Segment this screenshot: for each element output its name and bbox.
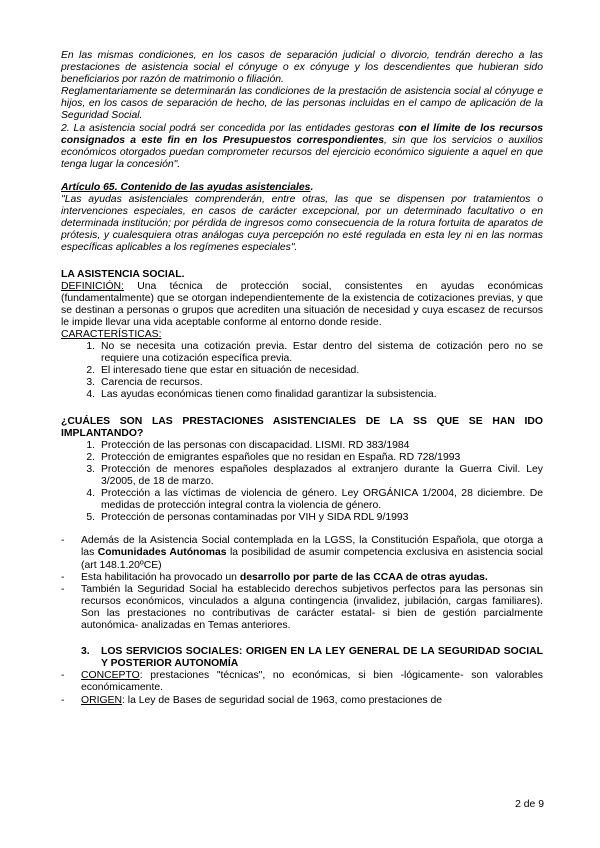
page-content	[61, 50, 543, 707]
list-item-text: Protección de personas contaminadas por VIH y SIDA RDL 9/1993	[101, 512, 409, 524]
definition-paragraph	[61, 281, 543, 329]
article-65-heading-text: Artículo 65. Contenido de las ayudas asistenciales	[61, 181, 311, 193]
list-item	[61, 584, 543, 632]
dash-marker: -	[61, 571, 65, 583]
list-item-text: Las ayudas económicas tienen como finalidad garantizar la subsistencia.	[101, 389, 437, 401]
list-item	[61, 535, 543, 571]
characteristics-label: CARACTERÍSTICAS:	[61, 328, 162, 340]
law-paragraph-limits-bold: con el límite de los recursos consignados a este fin en los Presupuestos correspondientes	[61, 122, 543, 146]
section-number: 3.	[81, 646, 90, 658]
list-item	[61, 670, 543, 694]
origen-text: : la Ley de Bases de seguridad social de 1963, como prestaciones de	[122, 694, 443, 706]
list-item	[81, 389, 543, 401]
note-seguridad-social: También la Seguridad Social ha establecido derechos subjetivos perfectos para las personas sin recursos económicos, vinculados a alguna contingencia (invalidez, jubilación, cargas familiares). Son las prestaciones no contributivas de carácter estatal- si bien de gestión parcialmente autonómica- analizadas en Temas anteriores.	[81, 583, 543, 632]
note-ccaa-start: Además de la Asistencia Social contemplada en la LGSS, la Constitución Española, que otorga a las	[81, 535, 543, 559]
list-item-text: Protección de las personas con discapacidad. LISMI. RD 383/1984	[101, 439, 410, 451]
list-item	[81, 377, 543, 389]
servicios-list	[61, 670, 543, 706]
list-item-text: Protección de menores españoles desplazados al extranjero durante la Guerra Civil. Ley 3/2005, de 18 de marzo.	[101, 463, 543, 487]
list-number: 4.	[86, 389, 95, 401]
list-item	[81, 464, 543, 488]
note-ccaa-bold: Comunidades Autónomas	[97, 547, 227, 559]
list-item-text: Carencia de recursos.	[101, 377, 203, 389]
list-item	[81, 512, 543, 524]
list-item	[81, 452, 543, 464]
prestaciones-list	[81, 440, 543, 525]
dash-marker: -	[61, 694, 65, 706]
article-65-heading	[61, 182, 543, 194]
list-item	[81, 365, 543, 377]
origen-label: ORIGEN	[81, 694, 122, 706]
notes-list	[61, 535, 543, 632]
article-65-heading-dot: .	[310, 181, 314, 193]
dash-marker: -	[61, 670, 65, 682]
list-item	[61, 695, 543, 707]
definition-text: Una técnica de protección social, consistentes en ayudas económicas (fundamentalmente) que se otorgan independientemente de la existencia de cotizaciones previas, y que se destinan a personas o grupos que acrediten una situación de necesidad y cuya escasez de recursos le impide llevar una vida aceptable conforme al entorno donde reside.	[61, 280, 543, 328]
list-number: 3.	[86, 377, 95, 389]
prestaciones-title: ¿CUÁLES SON LAS PRESTACIONES ASISTENCIALES DE LA SS QUE SE HAN IDO IMPLANTANDO?	[61, 415, 543, 439]
list-number: 4.	[86, 488, 95, 500]
law-paragraph-limits-end: , sin que los servicios o auxilios económicos otorgados puedan comprometer recursos del ejercicio económico siguiente a aquel en que tenga lugar la concesión".	[61, 134, 543, 170]
list-item	[81, 488, 543, 512]
article-65-body: "Las ayudas asistenciales comprenderán, entre otras, las que se dispensen por tratamientos o intervenciones especiales, en casos de carácter excepcional, por un determinado facultativo o en determinada institución; por pérdida de ingresos como consecuencia de la rotura fortuita de aparatos de prótesis, y cualesquiera otras análogas cuya percepción no esté regulada en esta ley ni en las normas específicas aplicables a los regímenes especiales".	[61, 194, 543, 254]
concepto-label: CONCEPTO	[81, 670, 140, 682]
servicios-sociales-title: LOS SERVICIOS SOCIALES: ORIGEN EN LA LEY GENERAL DE LA SEGURIDAD SOCIAL Y POSTERIOR AUTONOMÍA	[101, 646, 543, 670]
law-paragraph-separation: En las mismas condiciones, en los casos de separación judicial o divorcio, tendrán derecho a las prestaciones de asistencia social el cónyuge o ex cónyuge y los descendientes que hubieran sido beneficiarios por razón de matrimonio o filiación.	[61, 50, 543, 86]
law-paragraph-regulation: Reglamentariamente se determinarán las condiciones de la prestación de asistencia social al cónyuge e hijos, en los casos de separación de hecho, de las personas incluidas en el campo de aplicación de la Seguridad Social.	[61, 86, 543, 122]
law-paragraph-limits	[61, 123, 543, 171]
note-habilitacion-bold: desarrollo por parte de las CCAA de otras ayudas.	[239, 571, 488, 583]
dash-marker: -	[61, 535, 65, 547]
list-item	[81, 341, 543, 365]
asistencia-social-title: LA ASISTENCIA SOCIAL.	[61, 268, 185, 280]
list-item	[81, 440, 543, 452]
servicios-sociales-heading	[61, 646, 543, 670]
list-number: 3.	[86, 463, 95, 475]
page-number: 2 de 9	[515, 799, 544, 810]
list-number: 2.	[86, 451, 95, 463]
concepto-text: : prestaciones "técnicas", no económicas, si bien -lógicamente- son valorables económicamente.	[81, 670, 543, 694]
characteristics-list	[81, 341, 543, 401]
list-number: 1.	[86, 341, 95, 353]
note-habilitacion-start: Esta habilitación ha provocado un	[81, 571, 240, 583]
list-number: 2.	[86, 365, 95, 377]
note-ccaa-end: la posibilidad de asumir competencia exclusiva en asistencia social (art 148.1.20ºCE)	[81, 547, 543, 571]
list-item-text: No se necesita una cotización previa. Estar dentro del sistema de cotización pero no se requiere una cotización específica previa.	[101, 341, 543, 365]
list-item-text: El interesado tiene que estar en situación de necesidad.	[101, 365, 360, 377]
list-item	[61, 572, 543, 584]
definition-label: DEFINICIÓN:	[61, 280, 124, 292]
list-item-text: Protección a las víctimas de violencia de género. Ley ORGÁNICA 1/2004, 28 diciembre. De medidas de protección integral contra la violencia de género.	[101, 488, 543, 512]
law-paragraph-limits-start: 2. La asistencia social podrá ser concedida por las entidades gestoras	[61, 122, 399, 134]
list-item-text: Protección de emigrantes españoles que no residan en España. RD 728/1993	[101, 451, 461, 463]
dash-marker: -	[61, 583, 65, 595]
list-number: 1.	[86, 439, 95, 451]
list-number: 5.	[86, 512, 95, 524]
